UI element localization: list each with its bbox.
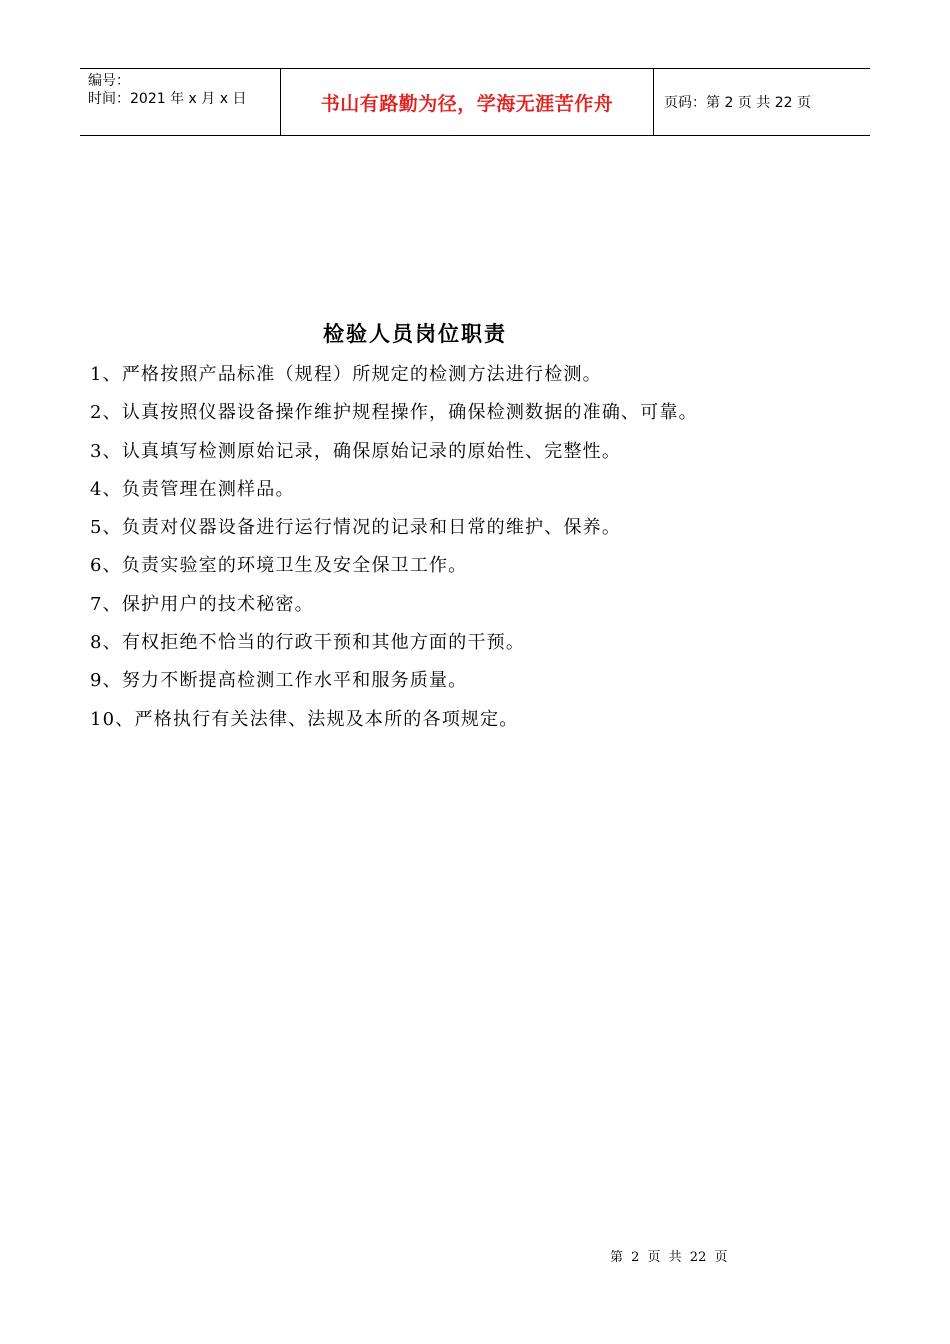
document-number-label: 编号： — [88, 73, 130, 89]
page-footer: 第 2 页 共 22 页 — [610, 1250, 728, 1265]
header-motto: 书山有路勤为径，学海无涯苦作舟 — [281, 69, 654, 135]
document-date: 时间：2021 年 x 月 x 日 — [88, 91, 247, 107]
duties-list — [90, 356, 698, 739]
header-table — [80, 68, 870, 136]
duty-item: 8、有权拒绝不恰当的行政干预和其他方面的干预。 — [90, 632, 526, 654]
duty-item: 4、负责管理在测样品。 — [90, 478, 295, 500]
duty-item: 9、努力不断提高检测工作水平和服务质量。 — [90, 670, 468, 692]
duty-item: 2、认真按照仪器设备操作维护规程操作，确保检测数据的准确、可靠。 — [90, 402, 698, 424]
duty-item: 7、保护用户的技术秘密。 — [90, 593, 314, 615]
duty-item: 6、负责实验室的环境卫生及安全保卫工作。 — [90, 555, 468, 577]
duty-item: 1、严格按照产品标准（规程）所规定的检测方法进行检测。 — [90, 364, 602, 385]
duty-item: 10、严格执行有关法律、法规及本所的各项规定。 — [90, 708, 519, 730]
duty-item: 5、负责对仪器设备进行运行情况的记录和日常的维护、保养。 — [90, 517, 622, 539]
header-page-info: 页码：第 2 页 共 22 页 — [664, 95, 811, 111]
header-meta-cell — [80, 69, 281, 135]
document-title: 检验人员岗位职责 — [323, 322, 507, 346]
duty-item: 3、认真填写检测原始记录，确保原始记录的原始性、完整性。 — [90, 440, 622, 462]
